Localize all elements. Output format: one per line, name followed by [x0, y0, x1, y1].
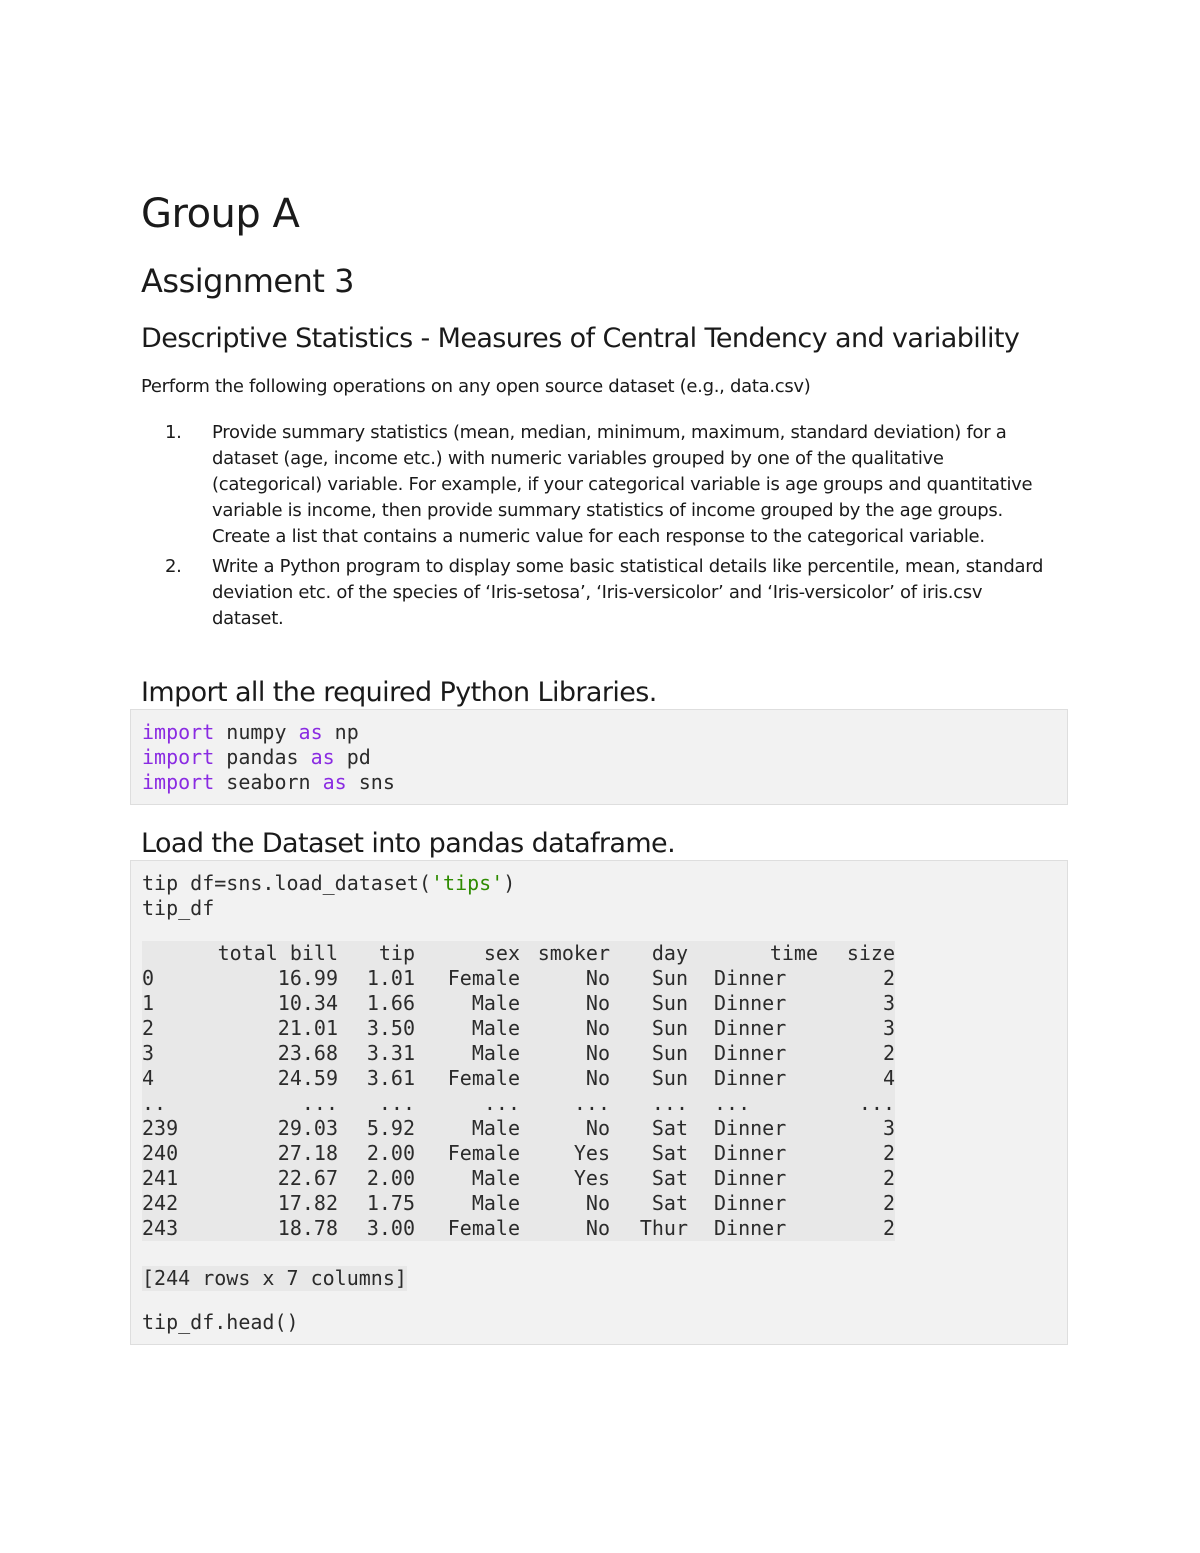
table-cell: Dinner — [714, 1166, 787, 1190]
table-cell: Yes — [573, 1141, 610, 1165]
table-cell: 1.66 — [366, 991, 415, 1015]
table-cell: 2 — [142, 1016, 155, 1040]
table-cell: No — [585, 966, 610, 990]
rows-info: [244 rows x 7 columns] — [142, 1266, 407, 1290]
table-cell: Sat — [651, 1116, 688, 1140]
section-title-imports: Import all the required Python Libraries. — [141, 677, 657, 708]
module-name: numpy — [214, 720, 299, 744]
column-header: total bill — [217, 941, 338, 965]
table-cell: Yes — [573, 1166, 610, 1190]
table-cell: No — [585, 1016, 610, 1040]
table-cell: ... — [651, 1091, 688, 1115]
table-cell: ... — [301, 1091, 338, 1115]
table-cell: 243 — [142, 1216, 179, 1240]
table-row — [142, 1066, 895, 1091]
table-cell: Sat — [651, 1191, 688, 1215]
alias-name: sns — [346, 770, 395, 794]
table-cell: 240 — [142, 1141, 179, 1165]
table-header-row — [142, 941, 895, 966]
table-cell: 29.03 — [277, 1116, 338, 1140]
table-cell: 2 — [882, 1041, 895, 1065]
table-cell: Male — [471, 1116, 520, 1140]
table-row — [142, 1191, 895, 1216]
table-cell: No — [585, 1041, 610, 1065]
table-cell: 3 — [882, 1016, 895, 1040]
module-name: pandas — [214, 745, 311, 769]
table-cell: No — [585, 1066, 610, 1090]
code-text: ) — [503, 871, 516, 895]
task-item — [141, 420, 1056, 550]
table-cell: Male — [471, 991, 520, 1015]
table-cell: 1.75 — [366, 1191, 415, 1215]
table-cell: Dinner — [714, 1116, 787, 1140]
table-cell: 1 — [142, 991, 155, 1015]
table-cell: No — [585, 1116, 610, 1140]
code-cell-imports — [130, 709, 1068, 805]
table-cell: Male — [471, 1041, 520, 1065]
table-cell: 18.78 — [277, 1216, 338, 1240]
table-cell: Female — [447, 1216, 520, 1240]
table-cell: Dinner — [714, 1191, 787, 1215]
table-cell: Dinner — [714, 1141, 787, 1165]
table-cell: 2 — [882, 1166, 895, 1190]
keyword: import — [142, 745, 215, 769]
table-cell: 16.99 — [277, 966, 338, 990]
table-cell: 5.92 — [366, 1116, 415, 1140]
table-cell: 17.82 — [277, 1191, 338, 1215]
table-cell: ... — [858, 1091, 895, 1115]
table-cell: Dinner — [714, 1066, 787, 1090]
module-name: seaborn — [214, 770, 323, 794]
table-cell: Dinner — [714, 1216, 787, 1240]
code-imports — [142, 720, 395, 795]
table-cell: ... — [483, 1091, 520, 1115]
table-cell: Female — [447, 1141, 520, 1165]
table-cell: Thur — [639, 1216, 688, 1240]
keyword: import — [142, 720, 215, 744]
table-cell: 2 — [882, 1216, 895, 1240]
table-cell: Dinner — [714, 1016, 787, 1040]
dataframe-output — [142, 941, 895, 1241]
string-literal: 'tips' — [430, 871, 504, 895]
table-cell: 239 — [142, 1116, 179, 1140]
table-cell: 3.31 — [366, 1041, 415, 1065]
table-cell: Male — [471, 1016, 520, 1040]
table-row — [142, 1116, 895, 1141]
table-cell: No — [585, 1191, 610, 1215]
task-list — [141, 420, 1056, 636]
task-text: Write a Python program to display some basic statistical details like percentile, mean, standard deviation etc. of the species of ‘Iris-setosa’, ‘Iris-versicolor’ and ‘Iris-versicolor’ of iris.csv dataset. — [212, 556, 1044, 629]
table-cell: .. — [142, 1091, 167, 1115]
table-cell: 2.00 — [366, 1166, 415, 1190]
table-cell: 0 — [142, 966, 155, 990]
table-cell: Dinner — [714, 966, 787, 990]
column-header: sex — [483, 941, 520, 965]
title-topic: Descriptive Statistics - Measures of Central Tendency and variability — [141, 323, 1020, 354]
title-group: Group A — [141, 191, 300, 237]
intro-text: Perform the following operations on any open source dataset (e.g., data.csv) — [141, 376, 811, 397]
table-cell: 3 — [142, 1041, 155, 1065]
code-text: tip_df — [142, 896, 215, 920]
keyword: import — [142, 770, 215, 794]
column-header: time — [769, 941, 818, 965]
table-cell: 3 — [882, 1116, 895, 1140]
table-cell: 242 — [142, 1191, 179, 1215]
table-cell: 4 — [142, 1066, 155, 1090]
table-cell: ... — [378, 1091, 415, 1115]
table-cell: No — [585, 1216, 610, 1240]
table-cell: 4 — [882, 1066, 895, 1090]
table-cell: Sun — [651, 966, 688, 990]
table-row — [142, 1141, 895, 1166]
table-cell: Female — [447, 1066, 520, 1090]
task-number: 1. — [165, 422, 182, 443]
column-header — [142, 941, 202, 966]
column-header: size — [846, 941, 895, 965]
code-cell-load — [130, 860, 1068, 1345]
table-cell: 24.59 — [277, 1066, 338, 1090]
table-cell: 2 — [882, 1191, 895, 1215]
table-cell: Sun — [651, 991, 688, 1015]
table-row — [142, 1166, 895, 1191]
keyword: as — [310, 745, 335, 769]
code-load — [142, 871, 515, 921]
table-cell: 2 — [882, 966, 895, 990]
table-cell: 3 — [882, 991, 895, 1015]
table-cell: 241 — [142, 1166, 179, 1190]
table-row — [142, 1216, 895, 1241]
table-cell: 10.34 — [277, 991, 338, 1015]
table-cell: Sun — [651, 1066, 688, 1090]
table-cell: Sun — [651, 1041, 688, 1065]
column-header: day — [651, 941, 688, 965]
table-cell: Sat — [651, 1141, 688, 1165]
table-cell: 22.67 — [277, 1166, 338, 1190]
table-row — [142, 1016, 895, 1041]
table-cell: Dinner — [714, 1041, 787, 1065]
table-row — [142, 991, 895, 1016]
table-cell: ... — [714, 1091, 751, 1115]
table-cell: Sat — [651, 1166, 688, 1190]
title-assignment: Assignment 3 — [141, 262, 354, 300]
table-cell: 2.00 — [366, 1141, 415, 1165]
table-cell: Female — [447, 966, 520, 990]
code-text: tip df=sns.load_dataset( — [142, 871, 431, 895]
alias-name: pd — [334, 745, 371, 769]
table-cell: 3.00 — [366, 1216, 415, 1240]
table-cell: 3.61 — [366, 1066, 415, 1090]
table-cell: Dinner — [714, 991, 787, 1015]
task-number: 2. — [165, 556, 182, 577]
table-cell: Male — [471, 1166, 520, 1190]
table-cell: Sun — [651, 1016, 688, 1040]
column-header: smoker — [537, 941, 610, 965]
section-title-load: Load the Dataset into pandas dataframe. — [141, 828, 676, 859]
table-cell: 21.01 — [277, 1016, 338, 1040]
table-cell: 27.18 — [277, 1141, 338, 1165]
table-cell: 1.01 — [366, 966, 415, 990]
column-header: tip — [378, 941, 415, 965]
table-cell: 3.50 — [366, 1016, 415, 1040]
table-row — [142, 966, 895, 991]
keyword: as — [298, 720, 323, 744]
keyword: as — [322, 770, 347, 794]
table-row — [142, 1091, 895, 1116]
task-text: Provide summary statistics (mean, median, minimum, maximum, standard deviation) for a dataset (age, income etc.) with numeric variables grouped by one of the qualitative (categorical) variable. For example, if your categorical variable is age groups and quantitative variable is income, then provide summary statistics of income grouped by the age groups. Create a list that contains a numeric value for each response to the categorical variable. — [212, 422, 1033, 547]
code-head: tip_df.head() — [142, 1310, 299, 1334]
task-item — [141, 554, 1056, 632]
table-cell: Male — [471, 1191, 520, 1215]
table-cell: No — [585, 991, 610, 1015]
alias-name: np — [322, 720, 359, 744]
table-cell: 2 — [882, 1141, 895, 1165]
table-row — [142, 1041, 895, 1066]
table-cell: ... — [573, 1091, 610, 1115]
table-cell: 23.68 — [277, 1041, 338, 1065]
